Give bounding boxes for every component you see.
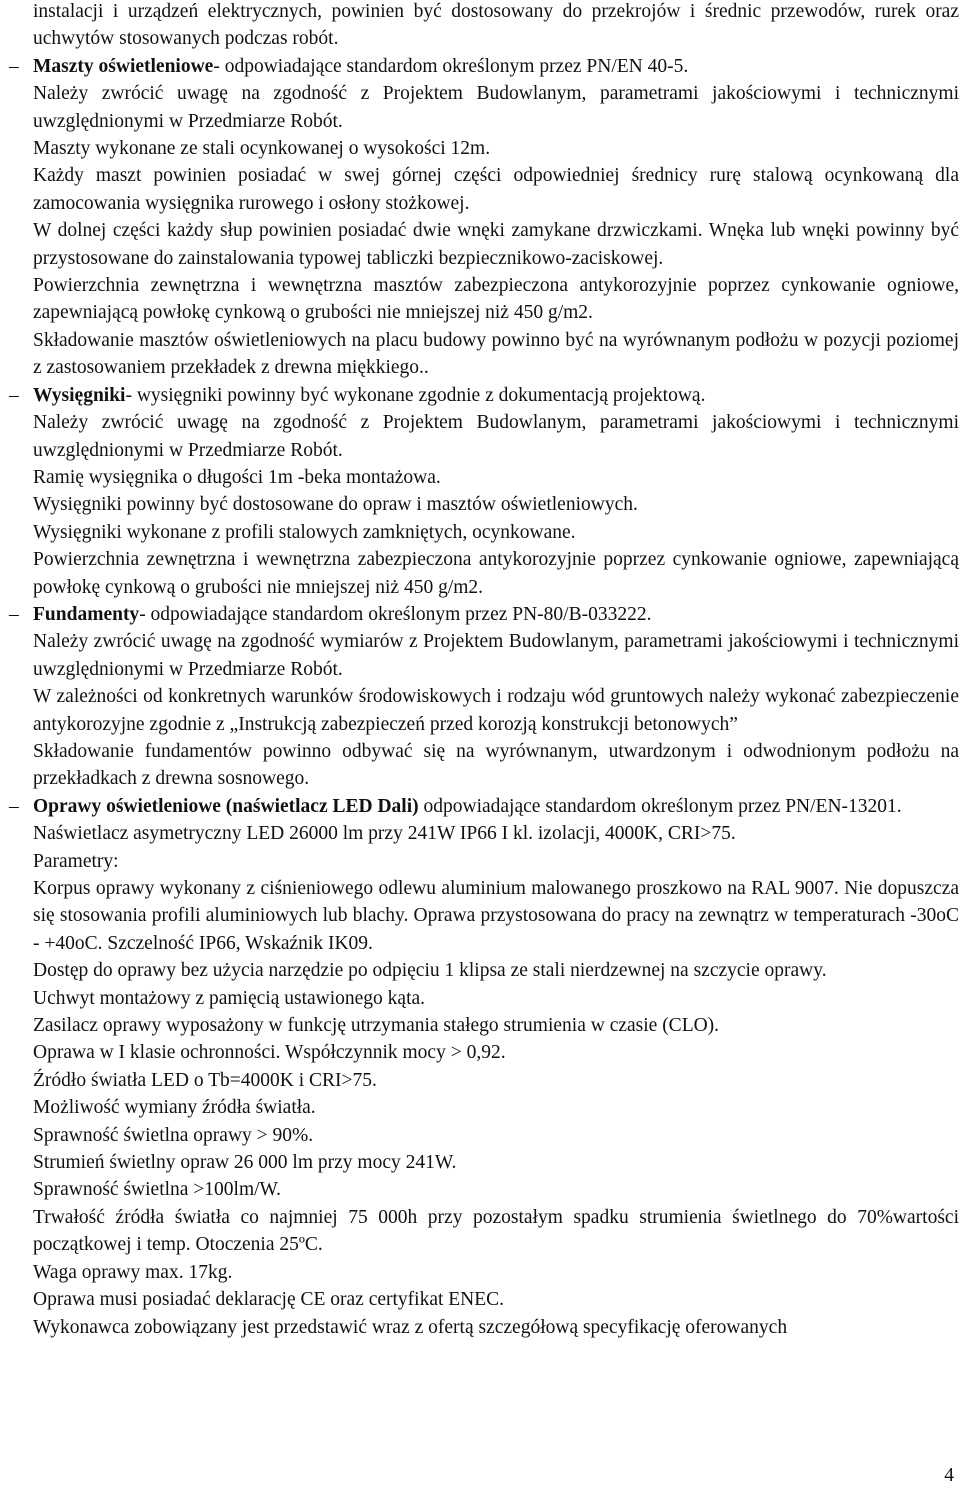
paragraph: Wysięgniki wykonane z profili stalowych zamkniętych, ocynkowane. [33, 521, 576, 543]
paragraph: Korpus oprawy wykonany z ciśnieniowego odlewu aluminium malowanego proszkowo na RAL 9007. Nie dopuszcza się stosowania profili aluminiowych lub blachy. Oprawa przystosowana do pracy na zewnątrz w temperaturach -30oC - +40oC. Szczelność IP66, Wskaźnik IK09. [33, 878, 959, 954]
section-title: Maszty oświetleniowe [33, 55, 214, 77]
section-title-tail: - wysięgniki powinny być wykonane zgodnie z dokumentacją projektową. [125, 384, 706, 406]
page-number: 4 [944, 1465, 954, 1486]
continued-paragraph: instalacji i urządzeń elektrycznych, powinien być dostosowany do przekrojów i średnic przewodów, rurek oraz uchwytów stosowanych podczas robót. [33, 1, 959, 50]
section-maszty [9, 53, 959, 80]
paragraph: Oprawa musi posiadać deklarację CE oraz certyfikat ENEC. [33, 1289, 505, 1311]
section-wysiegniki [9, 382, 959, 409]
paragraph: Trwałość źródła światła co najmniej 75 000h przy pozostałym spadku strumienia świetlnego do 70%wartości początkowej i temp. Otoczenia 25ºC. [33, 1206, 959, 1256]
paragraph: Oprawa w I klasie ochronności. Współczynnik mocy > 0,92. [33, 1042, 506, 1064]
paragraph: W dolnej części każdy słup powinien posiadać dwie wnęki zamykane drzwiczkami. Wnęka lub wnęki powinny być przystosowane do zainstalowania typowej tabliczki bezpiecznikowo-zaciskowej. [33, 220, 959, 269]
paragraph: Należy zwrócić uwagę na zgodność wymiarów z Projektem Budowlanym, parametrami jakościowymi i technicznymi uwzględnionymi w Przedmiarze Robót. [33, 631, 959, 680]
section-fundamenty [9, 601, 959, 628]
paragraph: Źródło światła LED o Tb=4000K i CRI>75. [33, 1069, 377, 1091]
section-title-tail: - odpowiadające standardom określonym przez PN/EN 40-5. [213, 55, 689, 77]
paragraph: Strumień świetlny opraw 26 000 lm przy mocy 241W. [33, 1152, 457, 1174]
paragraph: Maszty wykonane ze stali ocynkowanej o wysokości 12m. [33, 138, 491, 160]
paragraph: Należy zwrócić uwagę na zgodność z Projektem Budowlanym, parametrami jakościowymi i technicznymi uwzględnionymi w Przedmiarze Robót. [33, 83, 959, 132]
paragraph: Składowanie fundamentów powinno odbywać się na wyrównanym, utwardzonym i odwodnionym podłożu na przekładkach z drewna sosnowego. [33, 740, 959, 790]
paragraph: Naświetlacz asymetryczny LED 26000 lm przy 241W IP66 I kl. izolacji, 4000K, CRI>75. [33, 823, 736, 845]
section-title-tail: - odpowiadające standardom określonym przez PN-80/B-033222. [139, 603, 652, 625]
section-title-tail: odpowiadające standardom określonym przez PN/EN-13201. [418, 795, 902, 817]
dash-bullet: – [9, 384, 19, 406]
paragraph: Sprawność świetlna oprawy > 90%. [33, 1124, 314, 1146]
paragraph: Waga oprawy max. 17kg. [33, 1261, 233, 1283]
paragraph: Uchwyt montażowy z pamięcią ustawionego kąta. [33, 987, 426, 1009]
section-title: Fundamenty [33, 603, 140, 625]
paragraph: Należy zwrócić uwagę na zgodność z Projektem Budowlanym, parametrami jakościowymi i technicznymi uwzględnionymi w Przedmiarze Robót. [33, 412, 959, 461]
paragraph: Dostęp do oprawy bez użycia narzędzie po odpięciu 1 klipsa ze stali nierdzewnej na szczycie oprawy. [33, 960, 827, 982]
paragraph: Ramię wysięgnika o długości 1m -beka montażowa. [33, 466, 441, 488]
paragraph: Wysięgniki powinny być dostosowane do opraw i masztów oświetleniowych. [33, 494, 638, 516]
paragraph: Powierzchnia zewnętrzna i wewnętrzna zabezpieczona antykorozyjnie poprzez cynkowanie ogniowe, zapewniającą powłokę cynkową o grubości nie mniejszej niż 450 g/m2. [33, 549, 959, 598]
section-oprawy [9, 793, 959, 820]
paragraph: W zależności od konkretnych warunków środowiskowych i rodzaju wód gruntowych należy wykonać zabezpieczenie antykorozyjne zgodnie z „Instrukcją zabezpieczeń przed korozją konstrukcji betonowych” [33, 686, 959, 735]
paragraph: Każdy maszt powinien posiadać w swej górnej części odpowiedniej średnicy rurę stalową ocynkowaną dla zamocowania wysięgnika rurowego i osłony stożkowej. [33, 165, 959, 214]
paragraph: Wykonawca zobowiązany jest przedstawić wraz z ofertą szczegółową specyfikację oferowanych [33, 1316, 788, 1338]
document-body [9, 0, 959, 1341]
dash-bullet: – [9, 795, 19, 817]
dash-bullet: – [9, 55, 19, 77]
paragraph: Zasilacz oprawy wyposażony w funkcję utrzymania stałego strumienia w czasie (CLO). [33, 1015, 720, 1037]
paragraph: Sprawność świetlna >100lm/W. [33, 1179, 282, 1201]
paragraph: Parametry: [33, 850, 119, 872]
section-title: Oprawy oświetleniowe (naświetlacz LED Dali) [33, 795, 419, 817]
paragraph: Składowanie masztów oświetleniowych na placu budowy powinno być na wyrównanym podłożu w pozycji poziomej z zastosowaniem przekładek z drewna miękkiego.. [33, 329, 959, 379]
dash-bullet: – [9, 603, 19, 625]
paragraph: Powierzchnia zewnętrzna i wewnętrzna masztów zabezpieczona antykorozyjnie poprzez cynkowanie ogniowe, zapewniającą powłokę cynkową o grubości nie mniejszej niż 450 g/m2. [33, 275, 959, 324]
section-title: Wysięgniki [33, 384, 126, 406]
paragraph: Możliwość wymiany źródła światła. [33, 1097, 316, 1119]
